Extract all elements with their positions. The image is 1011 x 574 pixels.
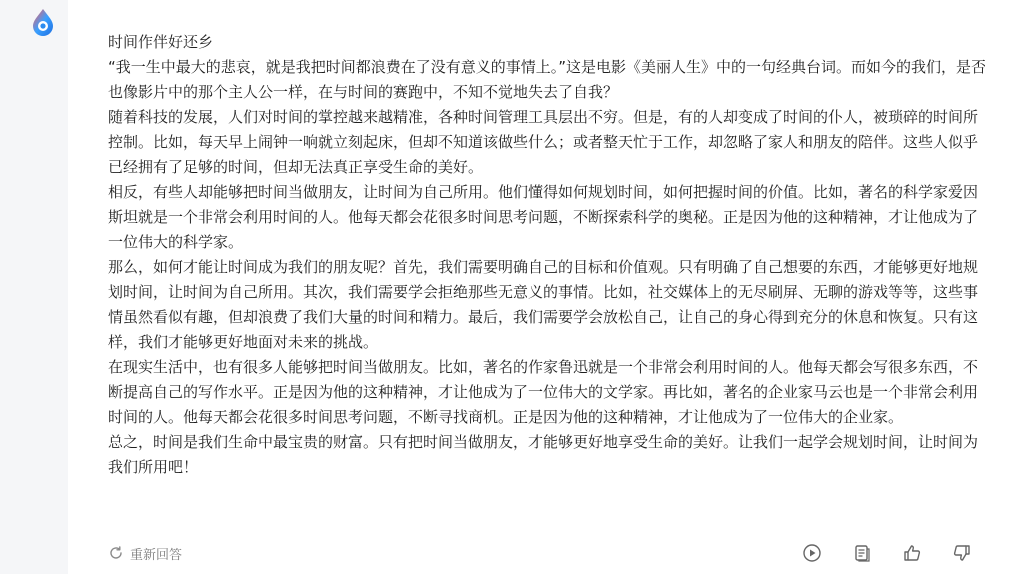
regenerate-button[interactable] [108,542,182,564]
thumbs-down-icon [952,543,972,563]
answer-paragraph: 那么，如何才能让时间成为我们的朋友呢？首先，我们需要明确自己的目标和价值观。只有明确了自己想要的东西，才能够更好地规划时间，让时间为自己所用。其次，我们需要学会拒绝那些无意义的事情。比如，社交媒体上的无尽刷屏、无聊的游戏等等，这些事情虽然看似有趣，但却浪费了我们大量的时间和精力。最后，我们需要学会放松自己，让自己的身心得到充分的休息和恢复。只有这样，我们才能够更好地面对未来的挑战。 [108,258,979,351]
play-icon [802,543,822,563]
dislike-button[interactable] [951,542,973,564]
refresh-icon [108,545,124,561]
answer-paragraph: 随着科技的发展，人们对时间的掌控越来越精准，各种时间管理工具层出不穷。但是，有的人却变成了时间的仆人，被琐碎的时间所控制。比如，每天早上闹钟一响就立刻起床，但却不知道该做些什么；或者整天忙于工作，却忽略了家人和朋友的陪伴。这些人似乎已经拥有了足够的时间，但却无法真正享受生命的美好。 [108,108,979,176]
app-logo [28,7,58,37]
answer-paragraph: 在现实生活中，也有很多人能够把时间当做朋友。比如，著名的作家鲁迅就是一个非常会利用时间的人。他每天都会写很多东西，不断提高自己的写作水平。正是因为他的这种精神，才让他成为了一位伟大的文学家。再比如，著名的企业家马云也是一个非常会利用时间的人。他每天都会花很多时间思考问题，不断寻找商机。正是因为他的这种精神，才让他成为了一位伟大的企业家。 [108,358,979,426]
answer-footer [68,535,1011,571]
copy-icon [852,543,872,563]
like-button[interactable] [901,542,923,564]
answer-content [108,30,988,480]
answer-title: 时间作伴好还乡 [108,33,214,51]
water-drop-logo-icon [28,7,58,37]
thumbs-up-icon [902,543,922,563]
answer-card [68,0,1011,574]
answer-actions [801,542,973,564]
answer-paragraph: 总之，时间是我们生命中最宝贵的财富。只有把时间当做朋友，才能够更好地享受生命的美好。让我们一起学会规划时间，让时间为我们所用吧！ [108,433,979,476]
regenerate-label: 重新回答 [130,547,183,563]
answer-paragraph: “我一生中最大的悲哀，就是我把时间都浪费在了没有意义的事情上。”这是电影《美丽人生》中的一句经典台词。而如今的我们，是否也像影片中的那个主人公一样，在与时间的赛跑中，不知不觉地失去了自我？ [108,58,987,101]
answer-paragraph: 相反，有些人却能够把时间当做朋友，让时间为自己所用。他们懂得如何规划时间，如何把握时间的价值。比如，著名的科学家爱因斯坦就是一个非常会利用时间的人。他每天都会花很多时间思考问题，不断探索科学的奥秘。正是因为他的这种精神，才让他成为了一位伟大的科学家。 [108,183,979,251]
play-button[interactable] [801,542,823,564]
copy-button[interactable] [851,542,873,564]
